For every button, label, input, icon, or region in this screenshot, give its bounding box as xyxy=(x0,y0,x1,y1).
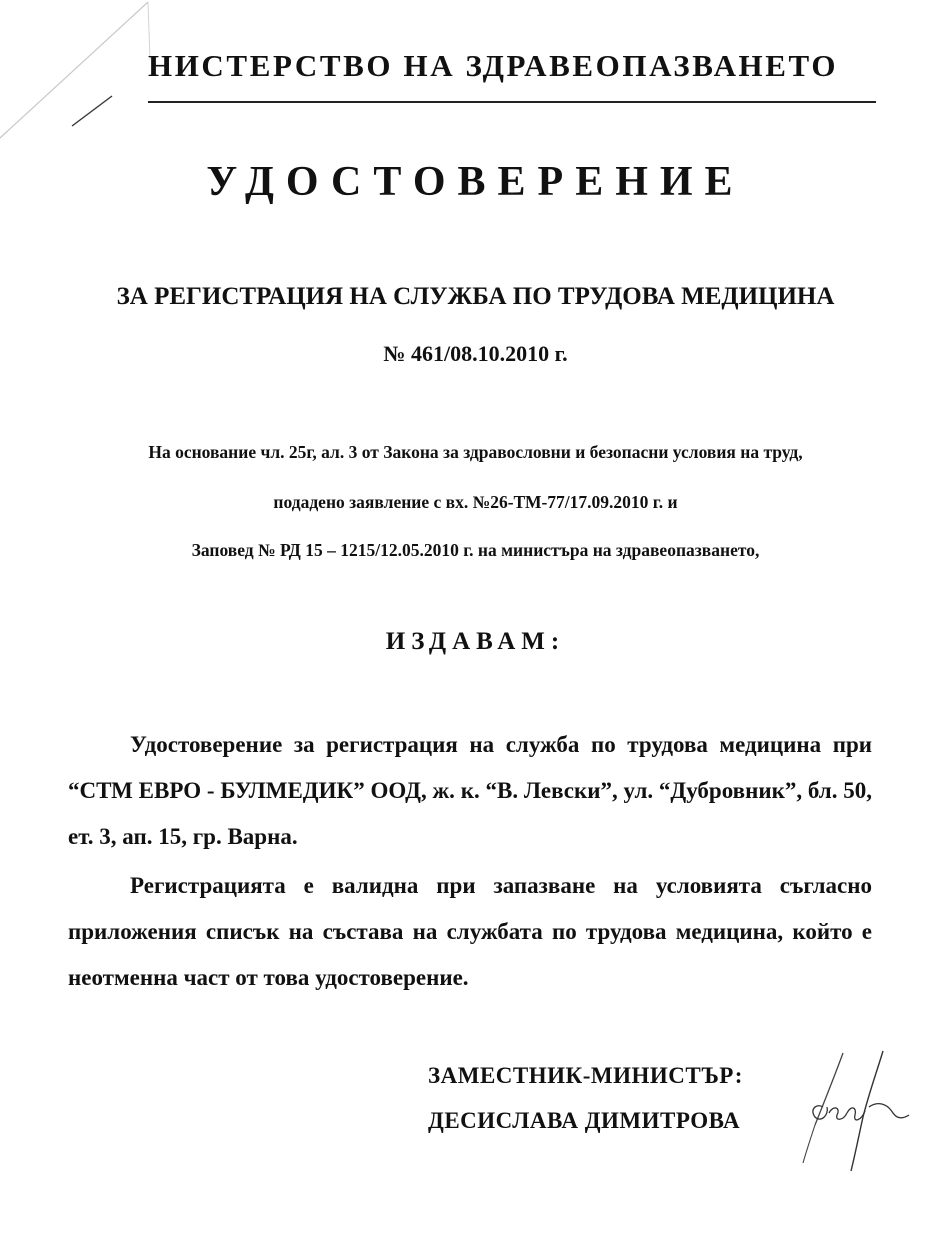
basis-line: На основание чл. 25г, ал. 3 от Закона за здравословни и безопасни условия на труд, xyxy=(148,442,803,462)
registration-number: № 461/08.10.2010 г. xyxy=(383,341,568,366)
basis-line: подадено заявление с вх. №26-ТМ-77/17.09.2010 г. и xyxy=(273,492,678,512)
document-subtitle: ЗА РЕГИСТРАЦИЯ НА СЛУЖБА ПО ТРУДОВА МЕДИЦИНА xyxy=(116,283,835,310)
handwritten-signature xyxy=(785,1045,915,1175)
header-rule xyxy=(148,101,876,103)
body-paragraph: Регистрацията е валидна при запазване на условията съгласно приложения списък на състава на службата по трудова медицина, който е неотменна част от това удостоверение. xyxy=(68,873,872,990)
body-paragraph: Удостоверение за регистрация на служба по трудова медицина при “СТМ ЕВРО - БУЛМЕДИК” ООД, ж. к. “В. Левски”, ул. “Дубровник”, бл. 50, ет. 3, ап. 15, гр. Варна. xyxy=(68,732,872,849)
document-title: УДОСТОВЕРЕНИЕ xyxy=(206,159,745,205)
signatory-position: ЗАМЕСТНИК-МИНИСТЪР: xyxy=(428,1063,743,1088)
signatory-name: ДЕСИСЛАВА ДИМИТРОВА xyxy=(428,1108,741,1133)
issue-heading: ИЗДАВАМ: xyxy=(385,628,566,655)
basis-line: Заповед № РД 15 – 1215/12.05.2010 г. на министъра на здравеопазването, xyxy=(191,540,760,560)
ministry-header: НИСТЕРСТВО НА ЗДРАВЕОПАЗВАНЕТО xyxy=(148,48,839,83)
page-corner-fold xyxy=(0,0,160,150)
